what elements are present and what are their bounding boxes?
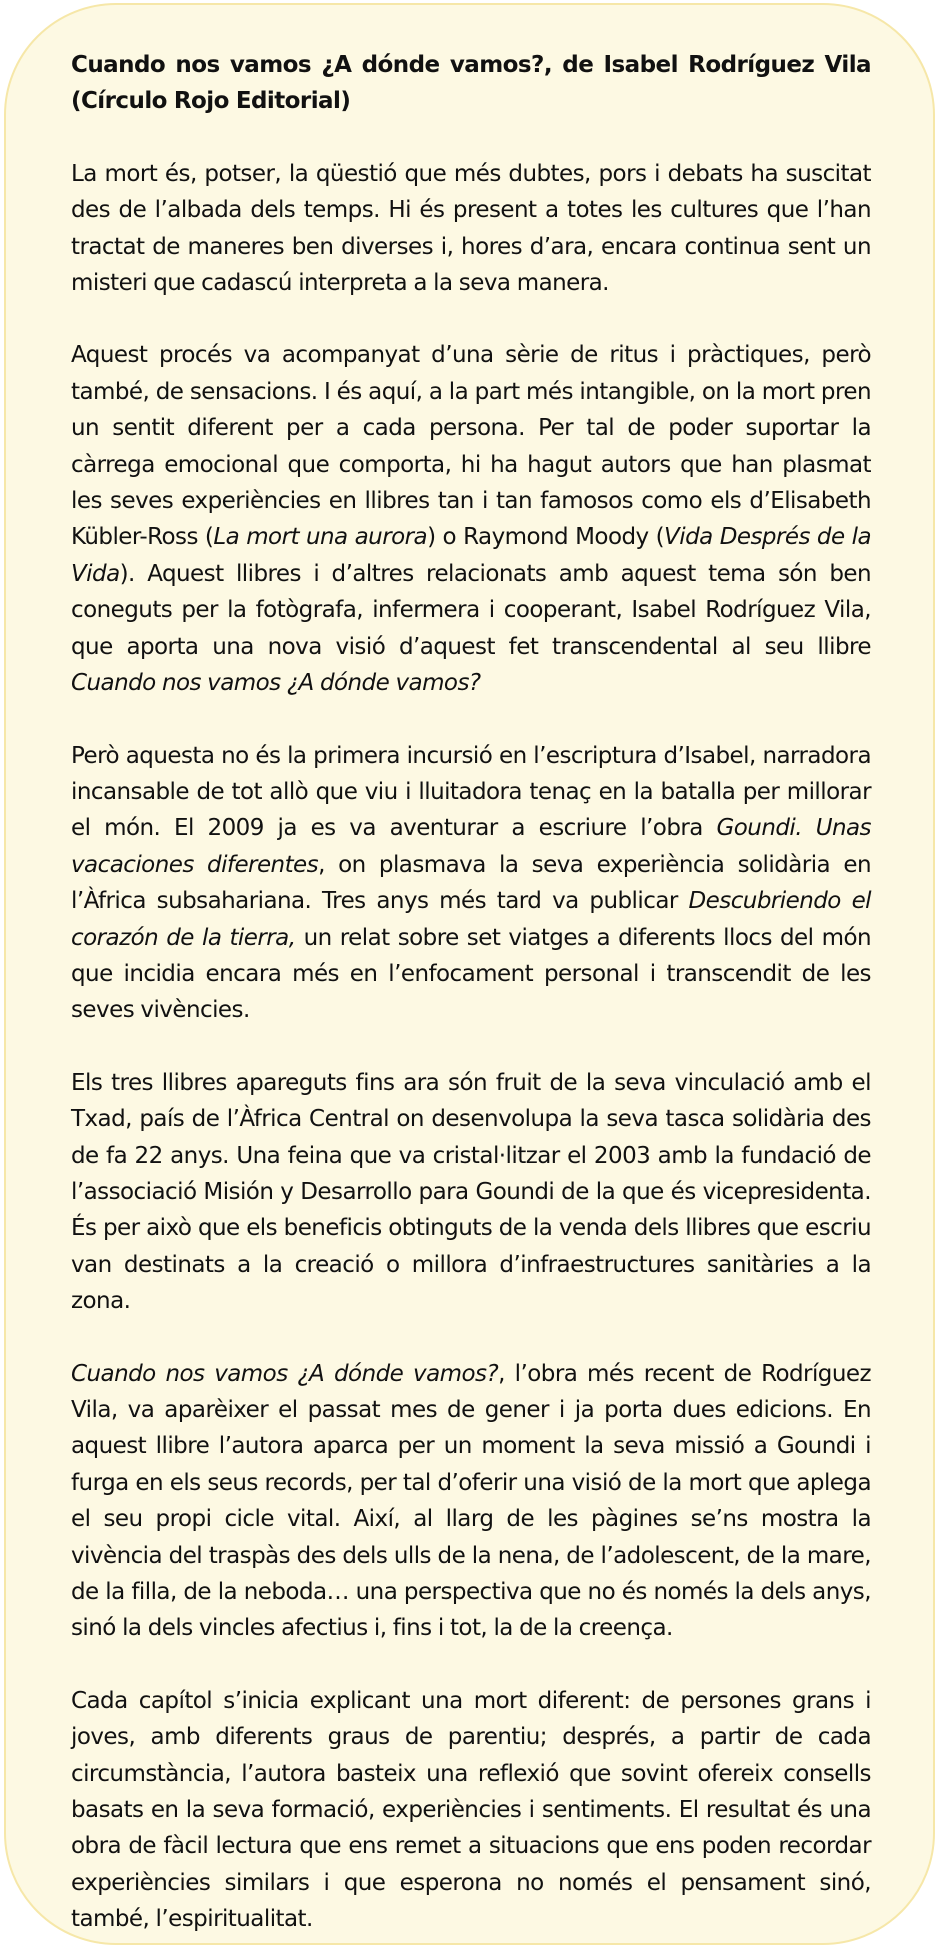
book-title-descubriendo: Descubriendo el corazón de la tierra, <box>71 888 872 951</box>
paragraph-2-text-3: ). Aquest llibres i d’altres relacionats amb aquest tema són ben coneguts per la fotògrafa, infermera i cooperant, Isabel Rodríguez Vila, que aporta una nova visió d’aquest fet transcendental al seu llibre <box>71 560 871 660</box>
article-body <box>71 47 871 1938</box>
review-card <box>4 3 935 1945</box>
paragraph-3-text-2: , on plasmava la seva experiència solidària en l’Àfrica subsahariana. Tres anys més tard va publicar <box>71 851 871 915</box>
paragraph-1: La mort és, potser, la qüestió que més dubtes, pors i debats ha suscitat des de l’albada dels temps. Hi és present a totes les cultures que l’han tractat de maneres ben diverses i, hores d’ara, encara continua sent un misteri que cadascú interpreta a la seva manera. <box>71 160 871 297</box>
book-title-la-mort-una-aurora: La mort una aurora <box>213 524 428 551</box>
paragraph-2-text-2: ) o Raymond Moody ( <box>427 524 665 551</box>
paragraph-3-text-3: un relat sobre set viatges a diferents llocs del món que incidia encara més en l’enfocament personal i transcendit de les seves vivències. <box>71 924 871 1024</box>
book-title-cuando-nos-vamos: Cuando nos vamos ¿A dónde vamos? <box>71 670 481 697</box>
article-title: Cuando nos vamos ¿A dónde vamos?, de Isabel Rodríguez Vila (Círculo Rojo Editorial) <box>71 52 871 115</box>
paragraph-5 <box>71 1356 871 1647</box>
paragraph-3-text-1: Però aquesta no és la primera incursió en l’escriptura d’Isabel, narradora incansable de tot allò que viu i lluitadora tenaç en la batalla per millorar el món. El 2009 ja es va aventurar a escriure l’obra <box>71 742 871 842</box>
paragraph-3 <box>71 738 871 1029</box>
book-title-goundi: Goundi. Unas vacaciones diferentes <box>71 815 871 878</box>
paragraph-2-text-1: Aquest procés va acompanyat d’una sèrie de ritus i pràctiques, però també, de sensacions. I és aquí, a la part més intangible, on la mort pren un sentit diferent per a cada persona. Per tal de poder suportar la càrrega emocional que comporta, hi ha hagut autors que han plasmat les seves experiències en llibres tan i tan famosos como els d’Elisabeth Kübler-Ross ( <box>71 342 871 551</box>
book-title-vida-despres-de-la-vida: Vida Després de la Vida <box>71 524 872 587</box>
paragraph-4: Els tres llibres apareguts fins ara són fruit de la seva vinculació amb el Txad, país de l’Àfrica Central on desenvolupa la seva tasca solidària des de fa 22 anys. Una feina que va cristal·litzar el 2003 amb la fundació de l’associació Misión y Desarrollo para Goundi de la que és vicepresidenta. És per això que els beneficis obtinguts de la venda dels llibres que escriu van destinats a la creació o millora d’infraestructures sanitàries a la zona. <box>71 1069 871 1315</box>
paragraph-2 <box>71 337 871 701</box>
book-title-cuando-nos-vamos-2: Cuando nos vamos ¿A dónde vamos? <box>71 1360 499 1387</box>
paragraph-5-text-1: , l’obra més recent de Rodríguez Vila, va aparèixer el passat mes de gener i ja porta dues edicions. En aquest llibre l’autora aparca per un moment la seva missió a Goundi i furga en els seus records, per tal d’oferir una visió de la mort que aplega el seu propi cicle vital. Així, al llarg de les pàgines se’ns mostra la vivència del traspàs des dels ulls de la nena, de l’adolescent, de la mare, de la filla, de la neboda… una perspectiva que no és només la dels anys, sinó la dels vincles afectius i, fins i tot, la de la creença. <box>71 1360 871 1642</box>
paragraph-6: Cada capítol s’inicia explicant una mort diferent: de persones grans i joves, amb diferents graus de parentiu; després, a partir de cada circumstància, l’autora basteix una reflexió que sovint ofereix consells basats en la seva formació, experiències i sentiments. El resultat és una obra de fàcil lectura que ens remet a situacions que ens poden recordar experiències similars i que esperona no només el pensament sinó, també, l’espiritualitat. <box>71 1687 871 1933</box>
